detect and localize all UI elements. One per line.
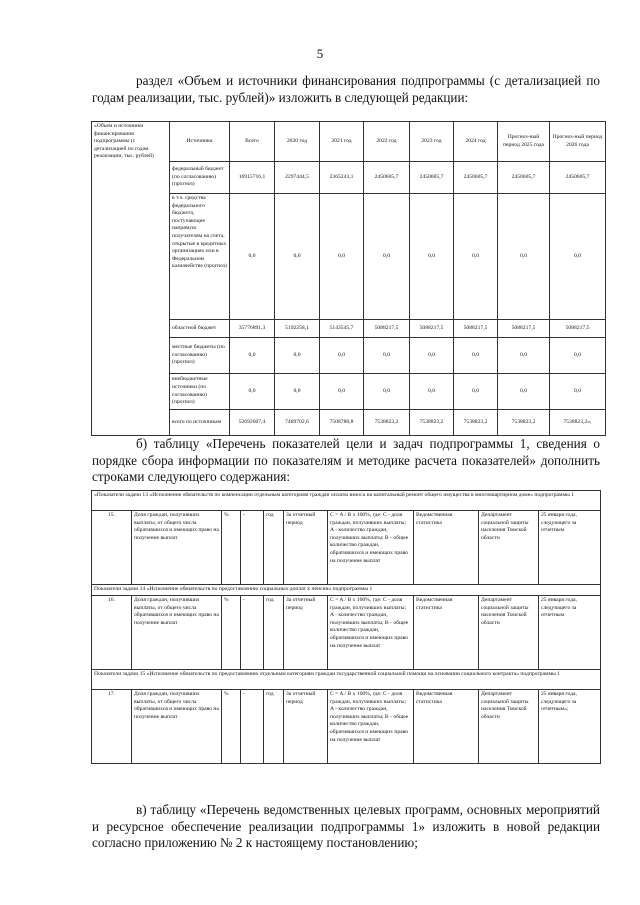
indicator-number: 15. [92, 511, 132, 585]
funding-row [92, 320, 606, 338]
indicator-direction: - [241, 690, 264, 764]
funding-value-cell: 7538823,2»; [550, 410, 606, 436]
paragraph-a-text: раздел «Объем и источники финансирования подпрограммы (с детализацией по годам реализации, тыс. рублей)» изложить в следующей редакции: [92, 73, 600, 105]
indicator-row [92, 690, 601, 764]
funding-row [92, 410, 606, 436]
funding-table [91, 121, 606, 436]
funding-value-cell: 5088217,5 [550, 320, 606, 338]
funding-column-header: Прогноз-ный период 2026 года [550, 122, 606, 162]
funding-value-cell: 0,0 [550, 194, 606, 320]
funding-value-cell: 7508788,8 [320, 410, 364, 436]
funding-column-header: 2022 год [364, 122, 410, 162]
indicator-row [92, 596, 601, 670]
funding-value-cell: 7489702,6 [275, 410, 320, 436]
task-title: «Показатели задачи 13 «Исполнение обязательств по компенсации отдельным категориям граждан оплаты взноса на капитальный ремонт общего имущества в многоквартирном доме» подпрограммы 1 [92, 491, 601, 511]
funding-value-cell: 2450605,7 [498, 162, 550, 194]
indicator-periodicity: год [264, 690, 284, 764]
funding-value-cell: 7538823,2 [498, 410, 550, 436]
funding-value-cell: 0,0 [410, 338, 454, 374]
funding-column-header: Прогноз-ный период 2025 года [498, 122, 550, 162]
funding-value-cell: 2450605,7 [364, 162, 410, 194]
funding-value-cell: 0,0 [275, 374, 320, 410]
funding-row [92, 374, 606, 410]
funding-value-cell: 0,0 [550, 338, 606, 374]
task-title: Показатели задачи 14 «Исполнение обязательств по предоставлению социальных доплат к пенсии» подпрограммы 1 [92, 585, 601, 596]
task-header-row [92, 585, 601, 596]
paragraph-v-text: в) таблицу «Перечень ведомственных целевых программ, основных мероприятий и ресурсное обеспечение реализации подпрограммы 1» изложить в новой редакции согласно приложению № 2 к настоящему постановлению; [92, 802, 600, 850]
indicator-formula: C = A / B x 100%, где: C - доля граждан, получивших выплаты; A - количество граждан, получивших выплаты; B - общее количество граждан, обратившихся и имеющих право на получение выплат [328, 690, 414, 764]
indicator-unit: % [222, 511, 241, 585]
funding-row-header: «Объем и источники финансирования подпрограммы (с детализацией по годам реализации, тыс. рублей) [92, 122, 170, 436]
indicator-type: За отчетный период [284, 596, 328, 670]
funding-value-cell: 0,0 [454, 338, 498, 374]
indicator-row [92, 511, 601, 585]
funding-value-cell: 16915716,1 [230, 162, 275, 194]
funding-value-cell: 0,0 [410, 194, 454, 320]
funding-source-cell: областной бюджет [170, 320, 230, 338]
funding-value-cell: 35776891,3 [230, 320, 275, 338]
indicator-data-source: Ведомственная статистика [414, 596, 479, 670]
funding-value-cell: 0,0 [454, 194, 498, 320]
funding-value-cell: 0,0 [364, 338, 410, 374]
funding-source-cell: федеральный бюджет (по согласованию) (прогноз) [170, 162, 230, 194]
paragraph-b [92, 436, 600, 486]
funding-value-cell: 0,0 [230, 374, 275, 410]
funding-value-cell: 5143545,7 [320, 320, 364, 338]
funding-column-header: 2020 год [275, 122, 320, 162]
funding-value-cell: 5192258,1 [275, 320, 320, 338]
indicator-data-source: Ведомственная статистика [414, 690, 479, 764]
indicator-unit: % [222, 596, 241, 670]
funding-value-cell: 2450605,7 [410, 162, 454, 194]
funding-value-cell: 0,0 [230, 338, 275, 374]
funding-value-cell: 2297444,5 [275, 162, 320, 194]
funding-value-cell: 0,0 [454, 374, 498, 410]
indicator-unit: % [222, 690, 241, 764]
funding-header-row [92, 122, 606, 162]
funding-value-cell: 0,0 [498, 374, 550, 410]
funding-column-header: 2021 год [320, 122, 364, 162]
indicator-number: 17. [92, 690, 132, 764]
funding-value-cell: 0,0 [364, 374, 410, 410]
funding-value-cell: 2450605,7 [454, 162, 498, 194]
indicator-number: 16. [92, 596, 132, 670]
funding-source-cell: местные бюджеты (по согласованию) (прогноз) [170, 338, 230, 374]
funding-value-cell: 2365243,1 [320, 162, 364, 194]
funding-value-cell: 52692607,4 [230, 410, 275, 436]
funding-source-cell: всего по источникам [170, 410, 230, 436]
funding-value-cell: 7538823,2 [364, 410, 410, 436]
indicator-responsible: Департамент социальной защиты населения Томской области [479, 596, 539, 670]
indicator-direction: - [241, 596, 264, 670]
funding-value-cell: 0,0 [230, 194, 275, 320]
funding-value-cell: 0,0 [550, 374, 606, 410]
funding-source-cell: внебюджетные источники (по согласованию) (прогноз) [170, 374, 230, 410]
funding-value-cell: 0,0 [498, 338, 550, 374]
funding-value-cell: 0,0 [498, 194, 550, 320]
funding-value-cell: 5088217,5 [454, 320, 498, 338]
funding-column-header: Всего [230, 122, 275, 162]
funding-row [92, 162, 606, 194]
indicator-formula: C = A / B x 100%, где: C - доля граждан, получивших выплаты; A - количество граждан, получивших выплаты; B - общее количество граждан, обратившихся и имеющих право на получение выплат [328, 511, 414, 585]
task-header-row [92, 670, 601, 690]
page-number: 5 [316, 46, 324, 61]
paragraph-b-text: б) таблицу «Перечень показателей цели и задач подпрограммы 1, сведения о порядке сбора информации по показателям и методике расчета показателей» дополнить строками следующего содержания: [92, 436, 600, 484]
funding-column-header: Источники [170, 122, 230, 162]
paragraph-v [92, 802, 600, 852]
funding-value-cell: 0,0 [410, 374, 454, 410]
funding-value-cell: 0,0 [320, 338, 364, 374]
funding-value-cell: 0,0 [320, 194, 364, 320]
indicator-periodicity: год [264, 596, 284, 670]
funding-value-cell: 0,0 [275, 338, 320, 374]
indicator-formula: C = A / B x 100%, где: C - доля граждан, получивших выплаты; A - количество граждан, получивших выплаты; B - общее количество граждан, обратившихся и имеющих право на получение выплат [328, 596, 414, 670]
funding-value-cell: 5088217,5 [364, 320, 410, 338]
indicator-type: За отчетный период [284, 511, 328, 585]
funding-value-cell: 2450605,7 [550, 162, 606, 194]
indicator-responsible: Департамент социальной защиты населения Томской области [479, 690, 539, 764]
indicator-name: Доля граждан, получивших выплаты, от общего числа обратившихся и имеющих право на получение выплат [132, 511, 222, 585]
task-title: Показатели задачи 15 «Исполнение обязательств по предоставлению отдельным категориям граждан государственной социальной помощи на основании социального контракта» подпрограммы 1 [92, 670, 601, 690]
indicator-deadline: 25 января года, следующего за отчетным [539, 596, 601, 670]
funding-row [92, 194, 606, 320]
indicator-periodicity: год [264, 511, 284, 585]
funding-value-cell: 0,0 [364, 194, 410, 320]
funding-value-cell: 0,0 [320, 374, 364, 410]
funding-value-cell: 7538823,2 [410, 410, 454, 436]
indicator-direction: - [241, 511, 264, 585]
paragraph-a [92, 73, 600, 106]
task-header-row [92, 491, 601, 511]
indicator-responsible: Департамент социальной защиты населения Томской области [479, 511, 539, 585]
indicator-data-source: Ведомственная статистика [414, 511, 479, 585]
funding-column-header: 2023 год [410, 122, 454, 162]
funding-value-cell: 0,0 [275, 194, 320, 320]
funding-source-cell: в т.ч. средства федерального бюджета, поступающие напрямую получателям на счета, открытые в кредитных организациях или в Федеральном казначействе (прогноз) [170, 194, 230, 320]
funding-value-cell: 7538823,2 [454, 410, 498, 436]
funding-row [92, 338, 606, 374]
indicators-table [91, 490, 601, 764]
funding-value-cell: 5088217,5 [410, 320, 454, 338]
indicator-name: Доля граждан, получивших выплаты, от общего числа обратившихся и имеющих право на получение выплат [132, 596, 222, 670]
funding-value-cell: 5088217,5 [498, 320, 550, 338]
indicator-name: Доля граждан, получивших выплаты, от общего числа обратившихся и имеющих право на получение выплат [132, 690, 222, 764]
indicator-type: За отчетный период [284, 690, 328, 764]
indicator-deadline: 25 января года, следующего за отчетным»; [539, 690, 601, 764]
funding-column-header: 2024 год [454, 122, 498, 162]
indicator-deadline: 25 января года, следующего за отчетным [539, 511, 601, 585]
